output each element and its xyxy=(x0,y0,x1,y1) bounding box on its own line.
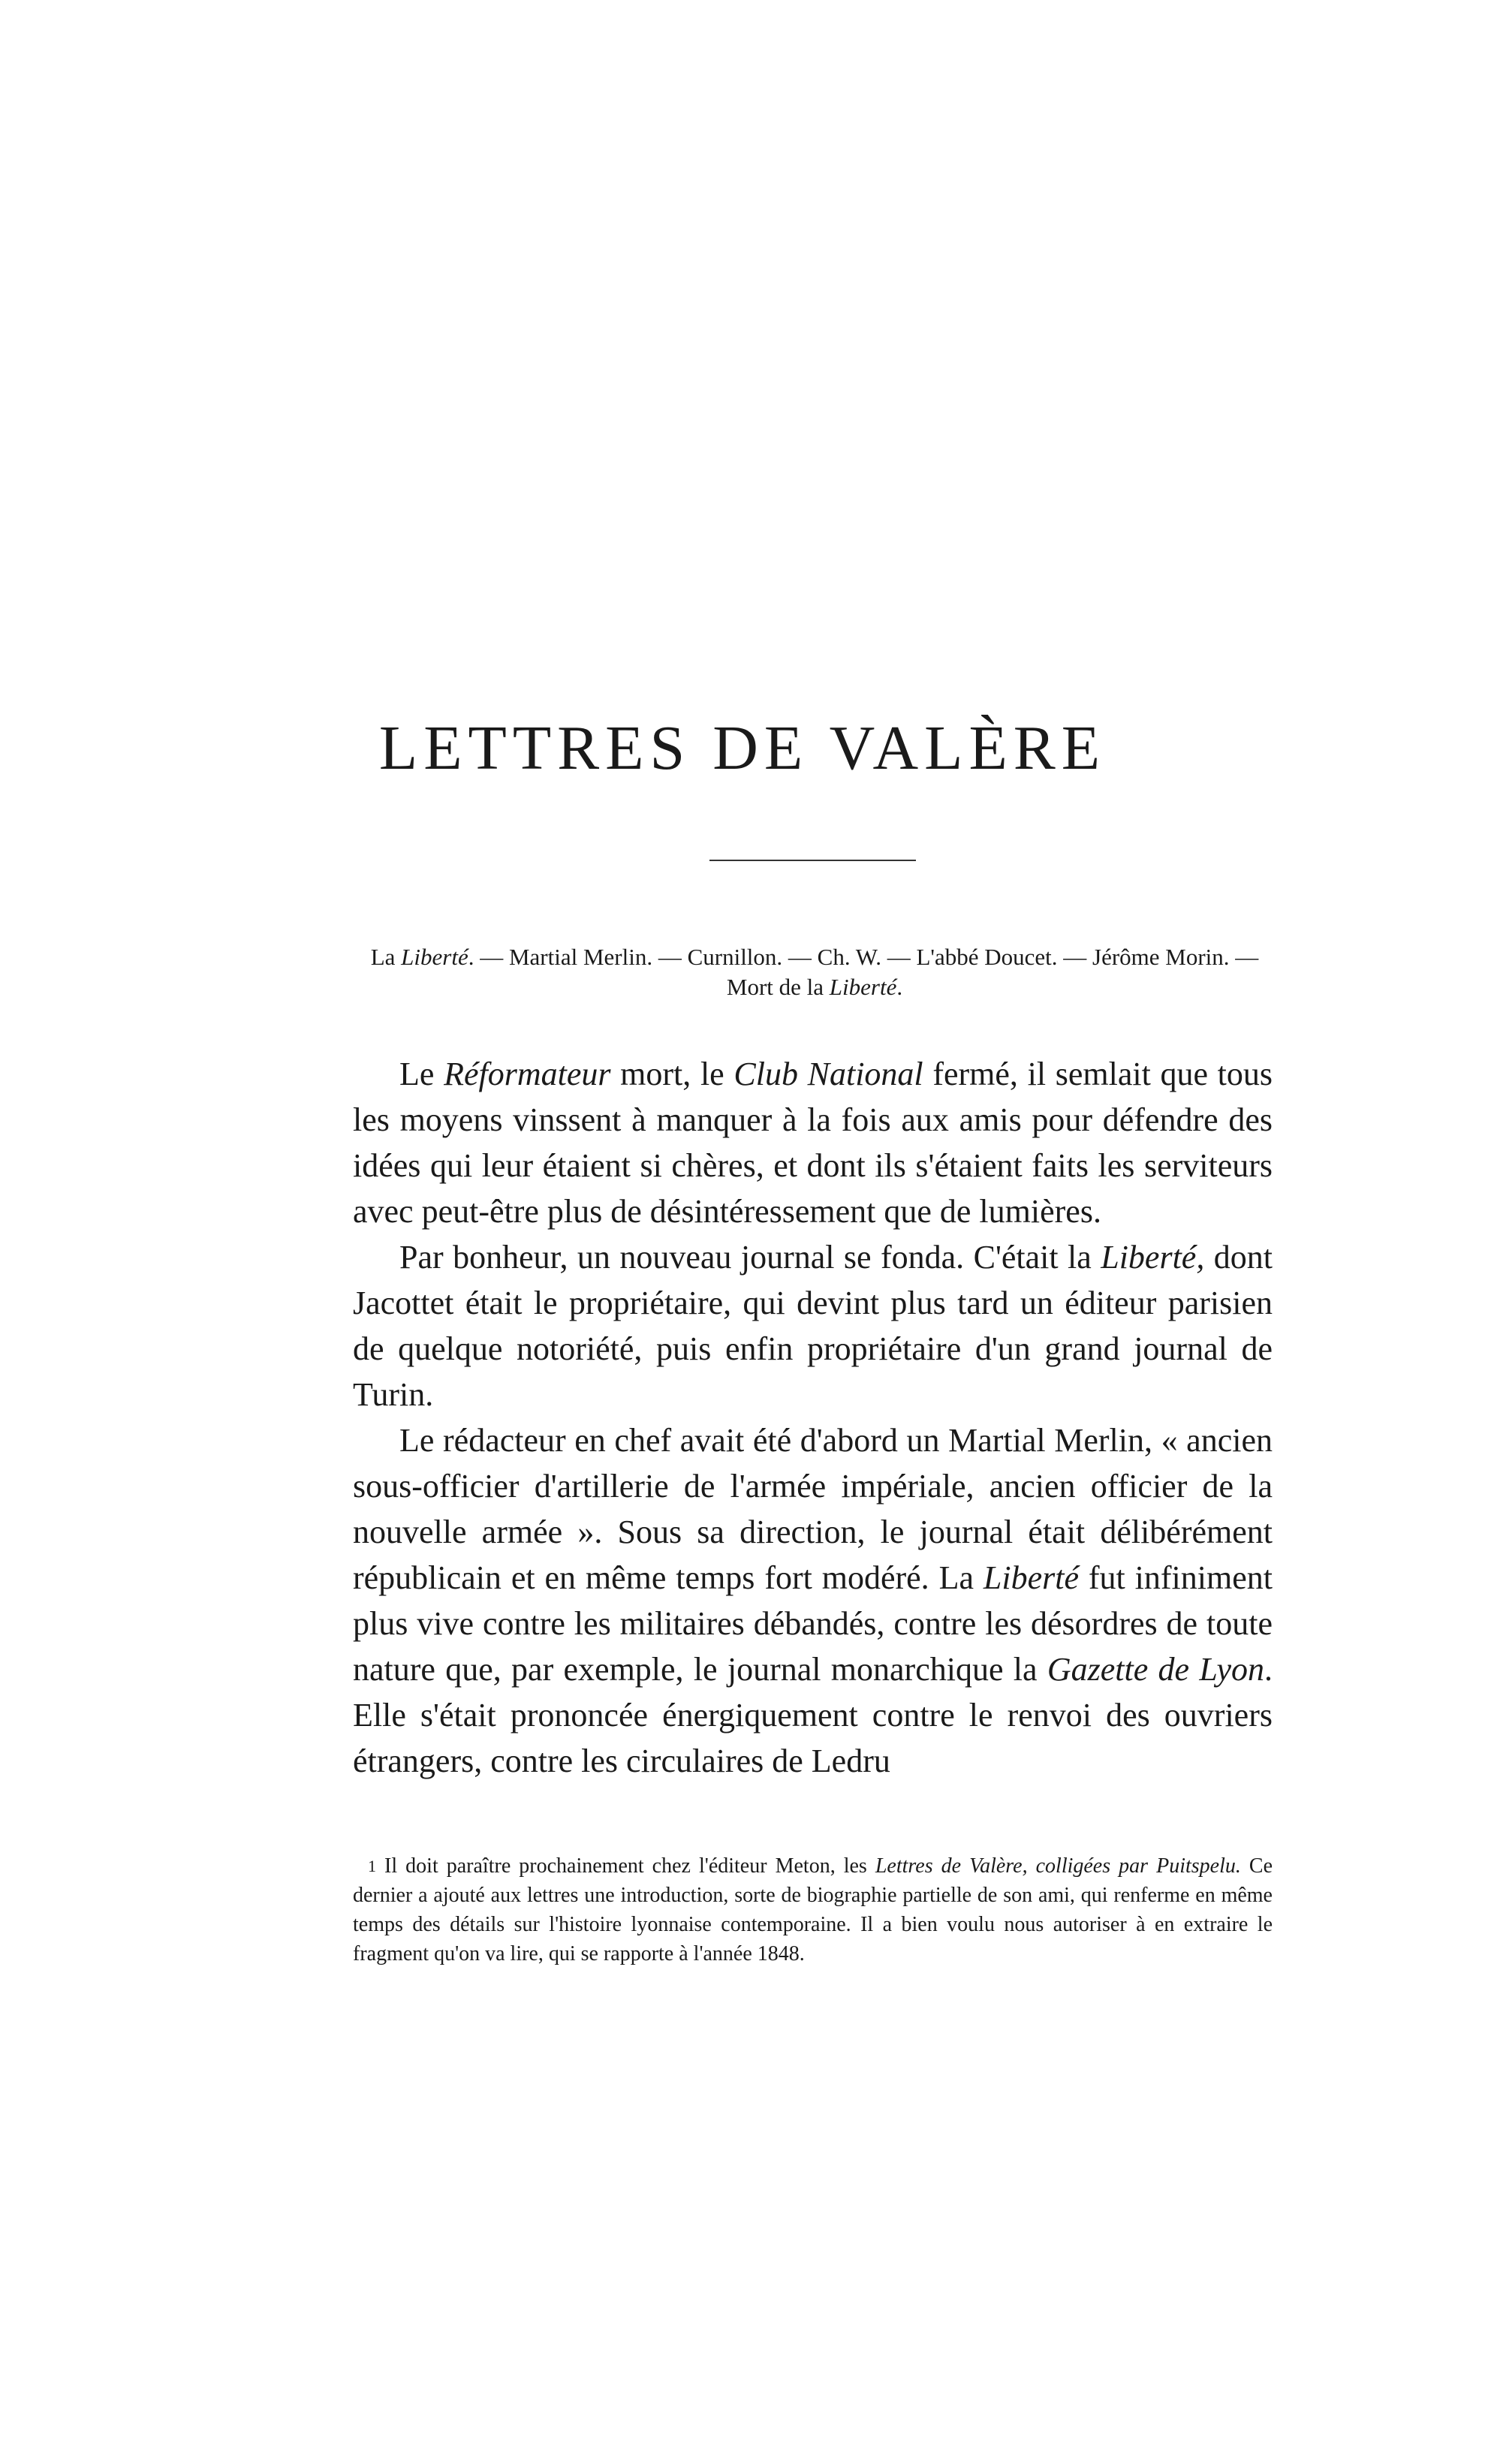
title-rule xyxy=(709,860,916,861)
footnote-fragment: Ce dernier a ajouté aux lettres une introduction, sorte de biographie partielle de son ami, qui renferme en même temps des détails sur l'histoire lyonnaise contemporaine. Il a bien voulu nous autoriser à en extraire le fragment qu'on va lire, qui se rapporte à l'année 1848. xyxy=(353,1854,1273,1965)
paragraph xyxy=(353,1051,1273,1234)
text-fragment: Le xyxy=(399,1056,444,1092)
text-fragment: Club National xyxy=(733,1056,923,1092)
footnote-fragment: Il doit paraître prochainement chez l'éditeur Meton, les xyxy=(376,1854,875,1878)
chapter-summary xyxy=(353,942,1276,1002)
summary-fragment: . xyxy=(896,974,903,1000)
text-fragment: Réformateur xyxy=(444,1056,611,1092)
text-fragment: dont Jacottet était le propriétaire, qui devint plus tard un éditeur parisien de quelque notoriété, puis enfin propriétaire d'un grand journal de Turin. xyxy=(353,1239,1273,1413)
text-fragment: Liberté, xyxy=(1101,1239,1205,1276)
text-fragment: . Elle s'était prononcée énergiquement contre le renvoi des ouvriers étrangers, contre les circulaires de Ledru xyxy=(353,1651,1273,1779)
summary-fragment: Liberté xyxy=(829,974,897,1000)
footnote-paragraph xyxy=(353,1851,1273,1968)
paragraph xyxy=(353,1417,1273,1784)
summary-fragment: La xyxy=(370,944,402,970)
text-fragment: Gazette de Lyon xyxy=(1047,1651,1265,1688)
footnote xyxy=(353,1851,1273,1968)
summary-fragment: . — Martial Merlin. — Curnillon. — Ch. W. — L'abbé Doucet. — Jérôme Morin. — Mort de la xyxy=(468,944,1259,1000)
paragraph xyxy=(353,1234,1273,1417)
footnote-fragment: Lettres de Valère, colligées par Puitspelu. xyxy=(875,1854,1241,1878)
text-fragment: fermé, il semlait que tous les moyens vinssent à manquer à la fois aux amis pour défendre des idées qui leur étaient si chères, et dont ils s'étaient faits les serviteurs avec peut-être plus de désintéressement que de lumières. xyxy=(353,1056,1273,1230)
text-fragment: Liberté xyxy=(983,1559,1079,1596)
text-fragment: mort, le xyxy=(610,1056,734,1092)
summary-fragment: Liberté xyxy=(401,944,468,970)
footnote-marker: 1 xyxy=(368,1857,376,1875)
text-fragment: Par bonheur, un nouveau journal se fonda. C'était la xyxy=(399,1239,1101,1276)
text-fragment: fut infiniment plus vive contre les militaires débandés, contre les désordres de toute nature que, par exemple, le journal monarchique la xyxy=(353,1559,1273,1688)
body-text xyxy=(353,1051,1273,1784)
page-title: LETTRES DE VALÈRE xyxy=(378,713,1107,783)
text-fragment: Le rédacteur en chef avait été d'abord un Martial Merlin, « ancien sous-officier d'artillerie de l'armée impériale, ancien officier de la nouvelle armée ». Sous sa direction, le journal était délibérément républicain et en même temps fort modéré. La xyxy=(353,1422,1273,1596)
